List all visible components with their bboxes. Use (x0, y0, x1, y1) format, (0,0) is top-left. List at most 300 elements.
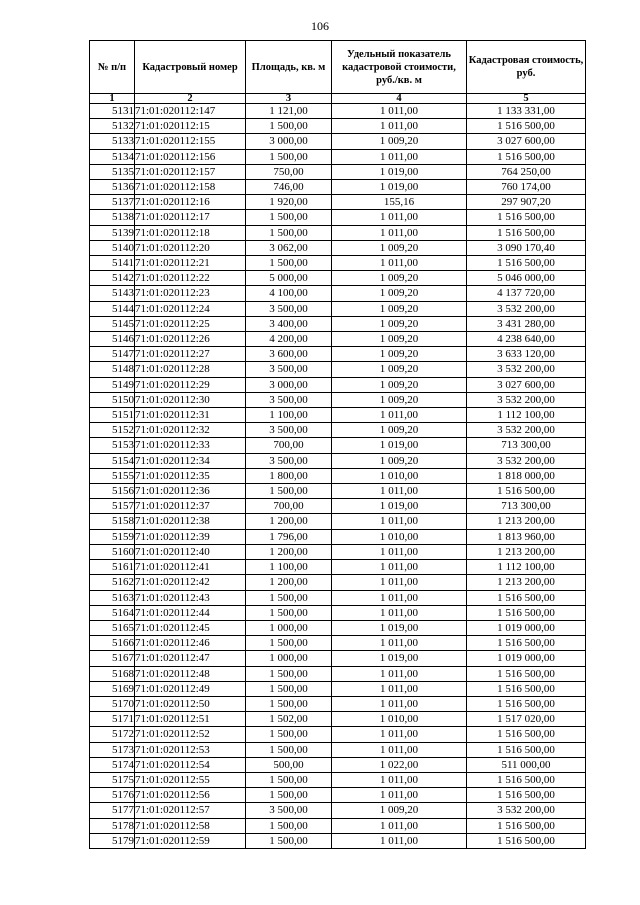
header-specific-value: Удельный показатель кадастровой стоимости, руб./кв. м (332, 41, 467, 94)
specific-value-cell: 1 019,00 (332, 438, 467, 453)
cadastral-value-cell: 764 250,00 (467, 164, 586, 179)
specific-value-cell: 1 019,00 (332, 180, 467, 195)
table-row (90, 484, 586, 499)
area-cell: 3 400,00 (246, 316, 332, 331)
row-number-cell: 5135 (90, 164, 135, 179)
table-row (90, 590, 586, 605)
row-number-cell: 5155 (90, 468, 135, 483)
cadastral-value-cell: 1 516 500,00 (467, 636, 586, 651)
table-row (90, 833, 586, 848)
table-row (90, 818, 586, 833)
table-row (90, 544, 586, 559)
cadastral-number-cell: 71:01:020112:15 (135, 119, 246, 134)
cadastral-number-cell: 71:01:020112:16 (135, 195, 246, 210)
row-number-cell: 5164 (90, 605, 135, 620)
specific-value-cell: 1 009,20 (332, 286, 467, 301)
area-cell: 1 500,00 (246, 484, 332, 499)
cadastral-number-cell: 71:01:020112:22 (135, 271, 246, 286)
row-number-cell: 5140 (90, 240, 135, 255)
cadastral-number-cell: 71:01:020112:47 (135, 651, 246, 666)
table-row (90, 210, 586, 225)
cadastral-number-cell: 71:01:020112:27 (135, 347, 246, 362)
cadastral-value-cell: 713 300,00 (467, 438, 586, 453)
area-cell: 3 000,00 (246, 377, 332, 392)
specific-value-cell: 1 009,20 (332, 240, 467, 255)
area-cell: 1 500,00 (246, 590, 332, 605)
area-cell: 3 000,00 (246, 134, 332, 149)
row-number-cell: 5173 (90, 742, 135, 757)
area-cell: 1 920,00 (246, 195, 332, 210)
cadastral-number-cell: 71:01:020112:48 (135, 666, 246, 681)
row-number-cell: 5169 (90, 681, 135, 696)
specific-value-cell: 1 022,00 (332, 757, 467, 772)
column-number: 1 (90, 94, 135, 104)
specific-value-cell: 1 019,00 (332, 651, 467, 666)
cadastral-value-cell: 3 431 280,00 (467, 316, 586, 331)
specific-value-cell: 1 011,00 (332, 104, 467, 119)
cadastral-value-cell: 1 112 100,00 (467, 408, 586, 423)
area-cell: 1 500,00 (246, 727, 332, 742)
area-cell: 1 500,00 (246, 772, 332, 787)
table-body (90, 104, 586, 849)
cadastral-number-cell: 71:01:020112:147 (135, 104, 246, 119)
specific-value-cell: 155,16 (332, 195, 467, 210)
table-row (90, 696, 586, 711)
cadastral-number-cell: 71:01:020112:46 (135, 636, 246, 651)
header-cadastral-number: Кадастровый номер (135, 41, 246, 94)
cadastral-number-cell: 71:01:020112:155 (135, 134, 246, 149)
specific-value-cell: 1 011,00 (332, 256, 467, 271)
specific-value-cell: 1 011,00 (332, 681, 467, 696)
cadastral-number-cell: 71:01:020112:53 (135, 742, 246, 757)
cadastral-number-cell: 71:01:020112:41 (135, 560, 246, 575)
row-number-cell: 5168 (90, 666, 135, 681)
specific-value-cell: 1 011,00 (332, 119, 467, 134)
table-row (90, 651, 586, 666)
cadastral-number-cell: 71:01:020112:26 (135, 332, 246, 347)
specific-value-cell: 1 019,00 (332, 164, 467, 179)
row-number-cell: 5147 (90, 347, 135, 362)
specific-value-cell: 1 009,20 (332, 134, 467, 149)
cadastral-number-cell: 71:01:020112:156 (135, 149, 246, 164)
cadastral-number-cell: 71:01:020112:59 (135, 833, 246, 848)
column-number: 5 (467, 94, 586, 104)
cadastral-value-cell: 1 516 500,00 (467, 149, 586, 164)
cadastral-number-cell: 71:01:020112:20 (135, 240, 246, 255)
header-cadastral-value: Кадастровая стоимость, руб. (467, 41, 586, 94)
cadastral-value-cell: 4 137 720,00 (467, 286, 586, 301)
cadastral-number-cell: 71:01:020112:34 (135, 453, 246, 468)
row-number-cell: 5170 (90, 696, 135, 711)
row-number-cell: 5178 (90, 818, 135, 833)
cadastral-value-table (89, 40, 586, 849)
cadastral-value-cell: 1 516 500,00 (467, 727, 586, 742)
specific-value-cell: 1 011,00 (332, 484, 467, 499)
cadastral-number-cell: 71:01:020112:30 (135, 392, 246, 407)
cadastral-value-cell: 1 516 500,00 (467, 742, 586, 757)
area-cell: 1 200,00 (246, 514, 332, 529)
table-row (90, 757, 586, 772)
cadastral-number-cell: 71:01:020112:158 (135, 180, 246, 195)
header-row-number: № п/п (90, 41, 135, 94)
row-number-cell: 5133 (90, 134, 135, 149)
area-cell: 3 500,00 (246, 301, 332, 316)
area-cell: 1 200,00 (246, 575, 332, 590)
row-number-cell: 5151 (90, 408, 135, 423)
specific-value-cell: 1 011,00 (332, 696, 467, 711)
table-row (90, 301, 586, 316)
cadastral-value-cell: 3 532 200,00 (467, 423, 586, 438)
area-cell: 1 100,00 (246, 560, 332, 575)
row-number-cell: 5179 (90, 833, 135, 848)
cadastral-number-cell: 71:01:020112:50 (135, 696, 246, 711)
table-row (90, 772, 586, 787)
cadastral-value-cell: 1 019 000,00 (467, 620, 586, 635)
area-cell: 1 121,00 (246, 104, 332, 119)
specific-value-cell: 1 009,20 (332, 316, 467, 331)
table-row (90, 636, 586, 651)
cadastral-value-cell: 1 516 500,00 (467, 256, 586, 271)
row-number-cell: 5144 (90, 301, 135, 316)
row-number-cell: 5175 (90, 772, 135, 787)
area-cell: 1 500,00 (246, 742, 332, 757)
table-row (90, 286, 586, 301)
cadastral-value-cell: 3 027 600,00 (467, 134, 586, 149)
row-number-cell: 5174 (90, 757, 135, 772)
row-number-cell: 5141 (90, 256, 135, 271)
cadastral-number-cell: 71:01:020112:43 (135, 590, 246, 605)
row-number-cell: 5156 (90, 484, 135, 499)
row-number-cell: 5176 (90, 788, 135, 803)
specific-value-cell: 1 009,20 (332, 362, 467, 377)
area-cell: 1 502,00 (246, 712, 332, 727)
area-cell: 1 500,00 (246, 119, 332, 134)
cadastral-value-cell: 1 516 500,00 (467, 696, 586, 711)
table-row (90, 803, 586, 818)
area-cell: 1 200,00 (246, 544, 332, 559)
area-cell: 1 500,00 (246, 225, 332, 240)
cadastral-value-cell: 1 133 331,00 (467, 104, 586, 119)
area-cell: 3 062,00 (246, 240, 332, 255)
area-cell: 1 500,00 (246, 605, 332, 620)
cadastral-number-cell: 71:01:020112:40 (135, 544, 246, 559)
column-number: 4 (332, 94, 467, 104)
table-row (90, 149, 586, 164)
specific-value-cell: 1 011,00 (332, 408, 467, 423)
row-number-cell: 5154 (90, 453, 135, 468)
table-row (90, 742, 586, 757)
cadastral-value-cell: 1 813 960,00 (467, 529, 586, 544)
cadastral-value-cell: 1 516 500,00 (467, 666, 586, 681)
cadastral-value-cell: 1 517 020,00 (467, 712, 586, 727)
area-cell: 700,00 (246, 499, 332, 514)
cadastral-value-cell: 1 516 500,00 (467, 210, 586, 225)
specific-value-cell: 1 011,00 (332, 742, 467, 757)
table-row (90, 316, 586, 331)
row-number-cell: 5131 (90, 104, 135, 119)
area-cell: 1 000,00 (246, 620, 332, 635)
specific-value-cell: 1 009,20 (332, 803, 467, 818)
cadastral-number-cell: 71:01:020112:55 (135, 772, 246, 787)
area-cell: 1 796,00 (246, 529, 332, 544)
row-number-cell: 5145 (90, 316, 135, 331)
table-row (90, 180, 586, 195)
row-number-cell: 5177 (90, 803, 135, 818)
row-number-cell: 5152 (90, 423, 135, 438)
cadastral-value-cell: 1 516 500,00 (467, 788, 586, 803)
specific-value-cell: 1 011,00 (332, 590, 467, 605)
cadastral-value-cell: 3 532 200,00 (467, 453, 586, 468)
table-row (90, 788, 586, 803)
area-cell: 500,00 (246, 757, 332, 772)
area-cell: 1 500,00 (246, 256, 332, 271)
table-row (90, 347, 586, 362)
row-number-cell: 5137 (90, 195, 135, 210)
row-number-cell: 5162 (90, 575, 135, 590)
cadastral-value-cell: 1 818 000,00 (467, 468, 586, 483)
table-row (90, 514, 586, 529)
specific-value-cell: 1 009,20 (332, 377, 467, 392)
area-cell: 3 500,00 (246, 362, 332, 377)
area-cell: 3 500,00 (246, 423, 332, 438)
specific-value-cell: 1 009,20 (332, 453, 467, 468)
cadastral-number-cell: 71:01:020112:45 (135, 620, 246, 635)
cadastral-number-cell: 71:01:020112:38 (135, 514, 246, 529)
area-cell: 3 600,00 (246, 347, 332, 362)
table-row (90, 332, 586, 347)
cadastral-value-cell: 3 027 600,00 (467, 377, 586, 392)
specific-value-cell: 1 010,00 (332, 529, 467, 544)
specific-value-cell: 1 009,20 (332, 392, 467, 407)
table-row (90, 681, 586, 696)
table-row (90, 468, 586, 483)
cadastral-number-cell: 71:01:020112:52 (135, 727, 246, 742)
specific-value-cell: 1 010,00 (332, 468, 467, 483)
cadastral-value-cell: 1 112 100,00 (467, 560, 586, 575)
table-row (90, 605, 586, 620)
table-row (90, 240, 586, 255)
cadastral-number-cell: 71:01:020112:36 (135, 484, 246, 499)
row-number-cell: 5138 (90, 210, 135, 225)
column-number: 3 (246, 94, 332, 104)
cadastral-number-cell: 71:01:020112:44 (135, 605, 246, 620)
table-row (90, 256, 586, 271)
specific-value-cell: 1 011,00 (332, 210, 467, 225)
area-cell: 1 000,00 (246, 651, 332, 666)
cadastral-value-cell: 3 090 170,40 (467, 240, 586, 255)
area-cell: 4 100,00 (246, 286, 332, 301)
cadastral-number-cell: 71:01:020112:25 (135, 316, 246, 331)
specific-value-cell: 1 011,00 (332, 788, 467, 803)
cadastral-number-cell: 71:01:020112:58 (135, 818, 246, 833)
area-cell: 1 800,00 (246, 468, 332, 483)
cadastral-number-cell: 71:01:020112:31 (135, 408, 246, 423)
area-cell: 1 500,00 (246, 696, 332, 711)
cadastral-value-cell: 1 213 200,00 (467, 514, 586, 529)
cadastral-value-cell: 3 532 200,00 (467, 301, 586, 316)
row-number-cell: 5159 (90, 529, 135, 544)
area-cell: 700,00 (246, 438, 332, 453)
area-cell: 750,00 (246, 164, 332, 179)
row-number-cell: 5172 (90, 727, 135, 742)
row-number-cell: 5149 (90, 377, 135, 392)
cadastral-value-cell: 713 300,00 (467, 499, 586, 514)
cadastral-number-cell: 71:01:020112:23 (135, 286, 246, 301)
specific-value-cell: 1 011,00 (332, 560, 467, 575)
cadastral-value-cell: 3 633 120,00 (467, 347, 586, 362)
cadastral-number-cell: 71:01:020112:21 (135, 256, 246, 271)
row-number-cell: 5165 (90, 620, 135, 635)
table-row (90, 529, 586, 544)
cadastral-value-cell: 5 046 000,00 (467, 271, 586, 286)
table-row (90, 377, 586, 392)
area-cell: 3 500,00 (246, 392, 332, 407)
cadastral-number-cell: 71:01:020112:29 (135, 377, 246, 392)
table-row (90, 560, 586, 575)
area-cell: 1 500,00 (246, 210, 332, 225)
cadastral-value-cell: 297 907,20 (467, 195, 586, 210)
table-row (90, 362, 586, 377)
cadastral-number-cell: 71:01:020112:18 (135, 225, 246, 240)
area-cell: 1 500,00 (246, 666, 332, 681)
table-row (90, 712, 586, 727)
page-number: 106 (311, 19, 329, 33)
table-row (90, 408, 586, 423)
cadastral-number-cell: 71:01:020112:49 (135, 681, 246, 696)
table-row (90, 225, 586, 240)
cadastral-value-cell: 1 516 500,00 (467, 484, 586, 499)
cadastral-value-cell: 1 213 200,00 (467, 544, 586, 559)
area-cell: 1 500,00 (246, 149, 332, 164)
specific-value-cell: 1 011,00 (332, 514, 467, 529)
table-row (90, 134, 586, 149)
table-row (90, 575, 586, 590)
row-number-cell: 5171 (90, 712, 135, 727)
specific-value-cell: 1 019,00 (332, 620, 467, 635)
cadastral-number-cell: 71:01:020112:28 (135, 362, 246, 377)
cadastral-value-cell: 1 019 000,00 (467, 651, 586, 666)
row-number-cell: 5153 (90, 438, 135, 453)
row-number-cell: 5146 (90, 332, 135, 347)
cadastral-value-cell: 3 532 200,00 (467, 392, 586, 407)
table-row (90, 104, 586, 119)
row-number-cell: 5134 (90, 149, 135, 164)
specific-value-cell: 1 011,00 (332, 833, 467, 848)
cadastral-number-cell: 71:01:020112:54 (135, 757, 246, 772)
column-number: 2 (135, 94, 246, 104)
table-header-row (90, 41, 586, 94)
row-number-cell: 5132 (90, 119, 135, 134)
cadastral-value-cell: 3 532 200,00 (467, 362, 586, 377)
specific-value-cell: 1 011,00 (332, 575, 467, 590)
specific-value-cell: 1 011,00 (332, 772, 467, 787)
row-number-cell: 5148 (90, 362, 135, 377)
cadastral-value-cell: 1 516 500,00 (467, 818, 586, 833)
cadastral-number-cell: 71:01:020112:32 (135, 423, 246, 438)
table-row (90, 119, 586, 134)
cadastral-value-cell: 1 213 200,00 (467, 575, 586, 590)
specific-value-cell: 1 011,00 (332, 818, 467, 833)
cadastral-number-cell: 71:01:020112:35 (135, 468, 246, 483)
cadastral-number-cell: 71:01:020112:37 (135, 499, 246, 514)
table-row (90, 620, 586, 635)
header-area: Площадь, кв. м (246, 41, 332, 94)
row-number-cell: 5158 (90, 514, 135, 529)
area-cell: 3 500,00 (246, 803, 332, 818)
cadastral-value-cell: 760 174,00 (467, 180, 586, 195)
area-cell: 1 500,00 (246, 788, 332, 803)
cadastral-number-cell: 71:01:020112:24 (135, 301, 246, 316)
specific-value-cell: 1 010,00 (332, 712, 467, 727)
cadastral-number-cell: 71:01:020112:57 (135, 803, 246, 818)
table-row (90, 666, 586, 681)
area-cell: 746,00 (246, 180, 332, 195)
row-number-cell: 5167 (90, 651, 135, 666)
row-number-cell: 5163 (90, 590, 135, 605)
table-row (90, 423, 586, 438)
table-row (90, 727, 586, 742)
cadastral-number-cell: 71:01:020112:157 (135, 164, 246, 179)
cadastral-value-cell: 511 000,00 (467, 757, 586, 772)
specific-value-cell: 1 011,00 (332, 666, 467, 681)
cadastral-value-cell: 3 532 200,00 (467, 803, 586, 818)
specific-value-cell: 1 009,20 (332, 347, 467, 362)
column-number-row (90, 94, 586, 104)
cadastral-number-cell: 71:01:020112:51 (135, 712, 246, 727)
area-cell: 1 100,00 (246, 408, 332, 423)
cadastral-value-cell: 1 516 500,00 (467, 225, 586, 240)
row-number-cell: 5142 (90, 271, 135, 286)
row-number-cell: 5166 (90, 636, 135, 651)
cadastral-number-cell: 71:01:020112:17 (135, 210, 246, 225)
table-row (90, 438, 586, 453)
row-number-cell: 5136 (90, 180, 135, 195)
row-number-cell: 5143 (90, 286, 135, 301)
specific-value-cell: 1 011,00 (332, 636, 467, 651)
cadastral-value-cell: 4 238 640,00 (467, 332, 586, 347)
cadastral-value-cell: 1 516 500,00 (467, 833, 586, 848)
specific-value-cell: 1 011,00 (332, 544, 467, 559)
area-cell: 1 500,00 (246, 681, 332, 696)
cadastral-value-cell: 1 516 500,00 (467, 119, 586, 134)
row-number-cell: 5161 (90, 560, 135, 575)
cadastral-value-cell: 1 516 500,00 (467, 681, 586, 696)
specific-value-cell: 1 011,00 (332, 149, 467, 164)
specific-value-cell: 1 019,00 (332, 499, 467, 514)
table-row (90, 195, 586, 210)
cadastral-value-cell: 1 516 500,00 (467, 590, 586, 605)
row-number-cell: 5150 (90, 392, 135, 407)
row-number-cell: 5160 (90, 544, 135, 559)
area-cell: 5 000,00 (246, 271, 332, 286)
specific-value-cell: 1 011,00 (332, 727, 467, 742)
specific-value-cell: 1 009,20 (332, 271, 467, 286)
cadastral-number-cell: 71:01:020112:56 (135, 788, 246, 803)
cadastral-value-cell: 1 516 500,00 (467, 772, 586, 787)
specific-value-cell: 1 009,20 (332, 301, 467, 316)
cadastral-number-cell: 71:01:020112:39 (135, 529, 246, 544)
table-row (90, 499, 586, 514)
cadastral-number-cell: 71:01:020112:42 (135, 575, 246, 590)
area-cell: 1 500,00 (246, 818, 332, 833)
table-row (90, 271, 586, 286)
area-cell: 1 500,00 (246, 636, 332, 651)
specific-value-cell: 1 009,20 (332, 332, 467, 347)
table-row (90, 392, 586, 407)
table-row (90, 164, 586, 179)
cadastral-number-cell: 71:01:020112:33 (135, 438, 246, 453)
area-cell: 4 200,00 (246, 332, 332, 347)
